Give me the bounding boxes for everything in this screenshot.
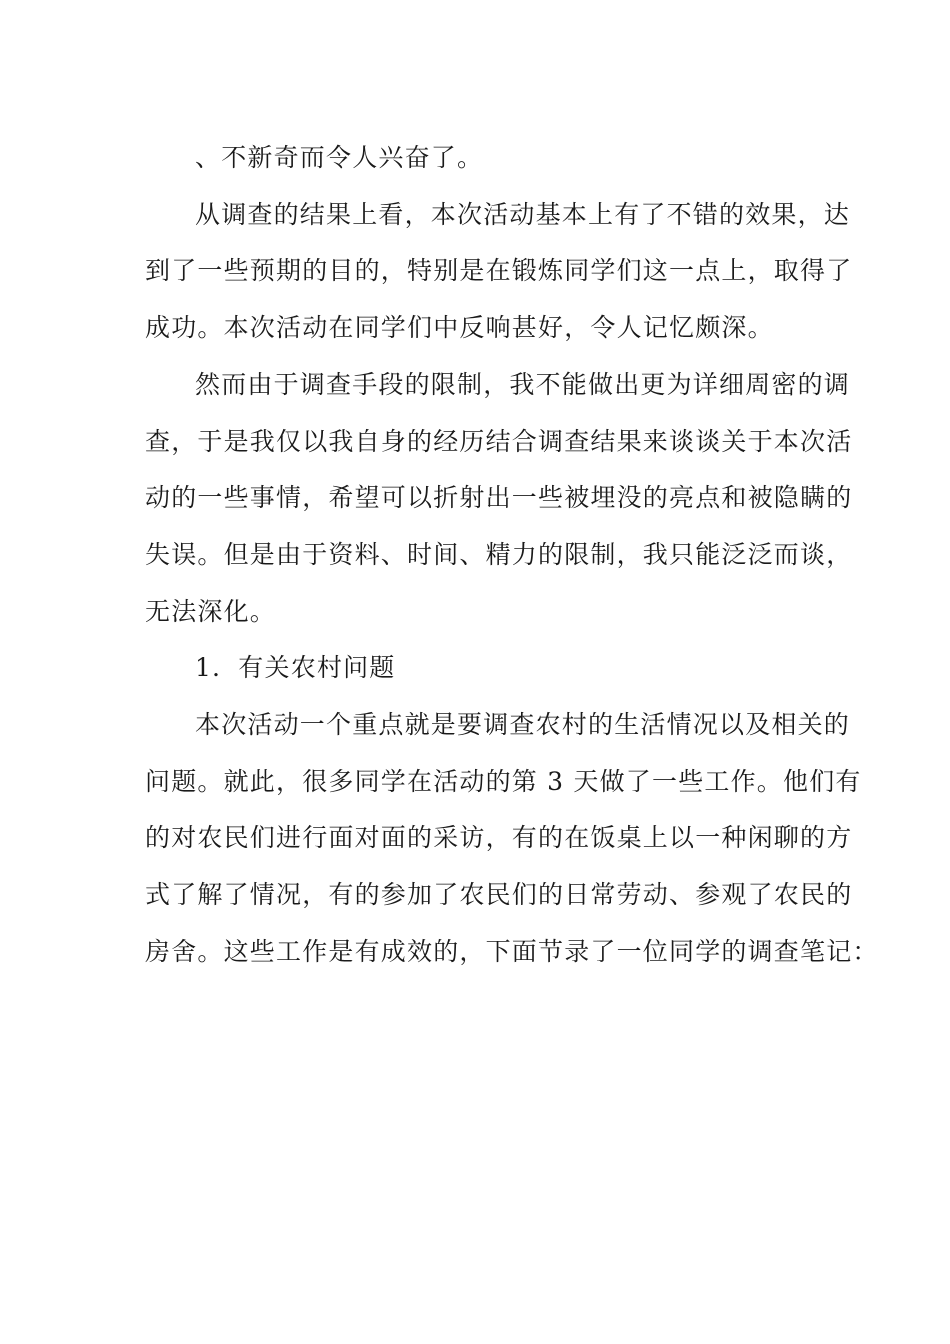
text-line: 成功。本次活动在同学们中反响甚好，令人记忆颇深。 xyxy=(145,313,774,343)
text-line: 查，于是我仅以我自身的经历结合调查结果来谈谈关于本次活 xyxy=(145,426,853,456)
paragraph-3 xyxy=(145,357,853,641)
text-line: 房舍。这些工作是有成效的，下面节录了一位同学的调查笔记： xyxy=(145,936,879,966)
text-line: 式了解了情况，有的参加了农民们的日常劳动、参观了农民的 xyxy=(145,880,853,910)
text-line: 到了一些预期的目的，特别是在锻炼同学们这一点上，取得了 xyxy=(145,256,853,286)
section-heading xyxy=(145,640,805,697)
text-line: 然而由于调查手段的限制，我不能做出更为详细周密的调 xyxy=(195,369,851,399)
document-body xyxy=(145,130,879,981)
text-line: 问题。就此，很多同学在活动的第 3 天做了一些工作。他们有 xyxy=(145,766,862,796)
text-line: 本次活动一个重点就是要调查农村的生活情况以及相关的 xyxy=(195,710,851,740)
paragraph-4 xyxy=(145,697,879,981)
text-line: 的对农民们进行面对面的采访，有的在饭桌上以一种闲聊的方 xyxy=(145,823,853,853)
text-line: 1．有关农村问题 xyxy=(195,653,396,683)
text-line: 失误。但是由于资料、时间、精力的限制，我只能泛泛而谈， xyxy=(145,539,853,569)
paragraph-2 xyxy=(145,187,853,357)
text-line: 、不新奇而令人兴奋了。 xyxy=(195,143,484,172)
text-line: 无法深化。 xyxy=(145,596,277,626)
paragraph-1 xyxy=(145,130,805,187)
text-line: 动的一些事情，希望可以折射出一些被埋没的亮点和被隐瞒的 xyxy=(145,483,853,513)
text-line: 从调查的结果上看，本次活动基本上有了不错的效果，达 xyxy=(195,199,851,229)
